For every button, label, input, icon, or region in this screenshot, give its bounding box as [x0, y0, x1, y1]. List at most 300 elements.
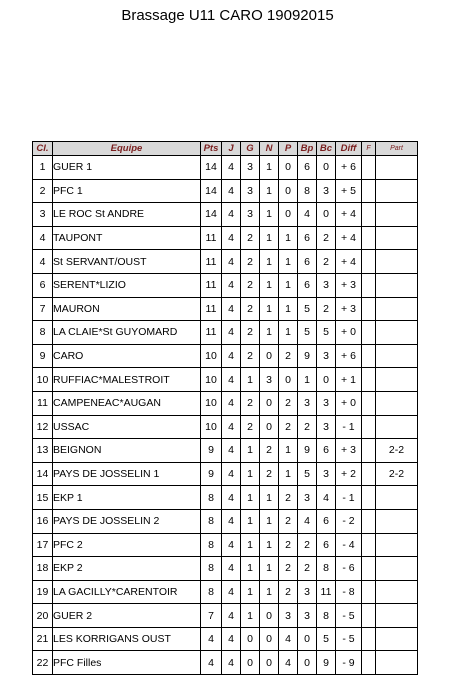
tiebreak-cell	[376, 321, 418, 345]
lost-cell: 2	[279, 509, 298, 533]
forfeit-cell	[362, 273, 376, 297]
lost-cell: 4	[279, 651, 298, 675]
team-cell: BEIGNON	[53, 439, 201, 463]
points-cell: 8	[201, 580, 222, 604]
table-row	[33, 391, 418, 415]
played-cell: 4	[222, 203, 241, 227]
team-cell: LA GACILLY*CARENTOIR	[53, 580, 201, 604]
won-cell: 1	[241, 439, 260, 463]
forfeit-cell	[362, 580, 376, 604]
played-cell: 4	[222, 250, 241, 274]
rank-cell: 8	[33, 321, 53, 345]
rank-cell: 11	[33, 391, 53, 415]
rank-cell: 3	[33, 203, 53, 227]
rank-cell: 2	[33, 179, 53, 203]
header-p: P	[279, 142, 298, 156]
rank-cell: 13	[33, 439, 53, 463]
team-cell: TAUPONT	[53, 226, 201, 250]
goals-against-cell: 9	[317, 651, 336, 675]
won-cell: 2	[241, 297, 260, 321]
goals-against-cell: 8	[317, 557, 336, 581]
team-cell: CAMPENEAC*AUGAN	[53, 391, 201, 415]
team-cell: GUER 2	[53, 604, 201, 628]
table-row	[33, 179, 418, 203]
played-cell: 4	[222, 439, 241, 463]
goals-against-cell: 5	[317, 627, 336, 651]
table-row	[33, 439, 418, 463]
table-row	[33, 486, 418, 510]
forfeit-cell	[362, 509, 376, 533]
lost-cell: 1	[279, 297, 298, 321]
rank-cell: 15	[33, 486, 53, 510]
goal-diff-cell: - 5	[336, 604, 362, 628]
won-cell: 3	[241, 203, 260, 227]
goals-against-cell: 5	[317, 321, 336, 345]
points-cell: 8	[201, 509, 222, 533]
played-cell: 4	[222, 462, 241, 486]
goal-diff-cell: + 3	[336, 273, 362, 297]
team-cell: GUER 1	[53, 156, 201, 180]
header-f: F	[362, 142, 376, 156]
played-cell: 4	[222, 557, 241, 581]
drawn-cell: 0	[260, 391, 279, 415]
tiebreak-cell	[376, 557, 418, 581]
goals-for-cell: 6	[298, 226, 317, 250]
played-cell: 4	[222, 156, 241, 180]
played-cell: 4	[222, 226, 241, 250]
team-cell: LES KORRIGANS OUST	[53, 627, 201, 651]
goal-diff-cell: + 3	[336, 439, 362, 463]
points-cell: 11	[201, 226, 222, 250]
drawn-cell: 1	[260, 179, 279, 203]
goals-for-cell: 3	[298, 604, 317, 628]
drawn-cell: 1	[260, 557, 279, 581]
forfeit-cell	[362, 226, 376, 250]
team-cell: LA CLAIE*St GUYOMARD	[53, 321, 201, 345]
points-cell: 11	[201, 297, 222, 321]
drawn-cell: 0	[260, 627, 279, 651]
points-cell: 14	[201, 179, 222, 203]
table-row	[33, 651, 418, 675]
goals-for-cell: 4	[298, 203, 317, 227]
tiebreak-cell	[376, 533, 418, 557]
goals-for-cell: 0	[298, 627, 317, 651]
goal-diff-cell: + 3	[336, 297, 362, 321]
goal-diff-cell: + 6	[336, 344, 362, 368]
drawn-cell: 3	[260, 368, 279, 392]
goal-diff-cell: + 4	[336, 250, 362, 274]
played-cell: 4	[222, 179, 241, 203]
rank-cell: 10	[33, 368, 53, 392]
forfeit-cell	[362, 368, 376, 392]
won-cell: 0	[241, 651, 260, 675]
played-cell: 4	[222, 415, 241, 439]
lost-cell: 0	[279, 156, 298, 180]
drawn-cell: 1	[260, 580, 279, 604]
table-row	[33, 557, 418, 581]
goal-diff-cell: + 6	[336, 156, 362, 180]
goals-for-cell: 6	[298, 156, 317, 180]
tiebreak-cell	[376, 580, 418, 604]
header-equipe: Equipe	[53, 142, 201, 156]
tiebreak-cell	[376, 651, 418, 675]
table-row	[33, 509, 418, 533]
forfeit-cell	[362, 651, 376, 675]
team-cell: EKP 1	[53, 486, 201, 510]
forfeit-cell	[362, 439, 376, 463]
tiebreak-cell	[376, 627, 418, 651]
goals-against-cell: 6	[317, 439, 336, 463]
forfeit-cell	[362, 415, 376, 439]
played-cell: 4	[222, 368, 241, 392]
goals-for-cell: 9	[298, 439, 317, 463]
rank-cell: 7	[33, 297, 53, 321]
played-cell: 4	[222, 604, 241, 628]
points-cell: 10	[201, 368, 222, 392]
goals-against-cell: 3	[317, 273, 336, 297]
goals-against-cell: 2	[317, 226, 336, 250]
goals-against-cell: 6	[317, 533, 336, 557]
forfeit-cell	[362, 604, 376, 628]
goals-against-cell: 3	[317, 179, 336, 203]
won-cell: 1	[241, 604, 260, 628]
table-row	[33, 203, 418, 227]
drawn-cell: 0	[260, 415, 279, 439]
table-row	[33, 462, 418, 486]
goals-against-cell: 3	[317, 462, 336, 486]
points-cell: 11	[201, 273, 222, 297]
lost-cell: 2	[279, 580, 298, 604]
table-row	[33, 533, 418, 557]
goals-for-cell: 3	[298, 486, 317, 510]
goals-for-cell: 8	[298, 179, 317, 203]
lost-cell: 2	[279, 344, 298, 368]
played-cell: 4	[222, 321, 241, 345]
tiebreak-cell	[376, 604, 418, 628]
points-cell: 14	[201, 156, 222, 180]
tiebreak-cell: 2-2	[376, 439, 418, 463]
rank-cell: 12	[33, 415, 53, 439]
drawn-cell: 1	[260, 509, 279, 533]
forfeit-cell	[362, 156, 376, 180]
won-cell: 2	[241, 226, 260, 250]
rank-cell: 1	[33, 156, 53, 180]
rank-cell: 21	[33, 627, 53, 651]
table-row	[33, 156, 418, 180]
goals-for-cell: 0	[298, 651, 317, 675]
goals-against-cell: 4	[317, 486, 336, 510]
header-n: N	[260, 142, 279, 156]
drawn-cell: 1	[260, 203, 279, 227]
points-cell: 11	[201, 321, 222, 345]
table-row	[33, 604, 418, 628]
won-cell: 3	[241, 156, 260, 180]
points-cell: 8	[201, 533, 222, 557]
goal-diff-cell: + 4	[336, 203, 362, 227]
rank-cell: 19	[33, 580, 53, 604]
forfeit-cell	[362, 391, 376, 415]
goal-diff-cell: - 6	[336, 557, 362, 581]
goal-diff-cell: + 0	[336, 391, 362, 415]
forfeit-cell	[362, 344, 376, 368]
forfeit-cell	[362, 250, 376, 274]
tiebreak-cell	[376, 486, 418, 510]
goals-for-cell: 1	[298, 368, 317, 392]
played-cell: 4	[222, 297, 241, 321]
points-cell: 11	[201, 250, 222, 274]
won-cell: 2	[241, 391, 260, 415]
goal-diff-cell: - 8	[336, 580, 362, 604]
standings-table	[32, 141, 418, 675]
tiebreak-cell: 2-2	[376, 462, 418, 486]
points-cell: 10	[201, 391, 222, 415]
points-cell: 10	[201, 344, 222, 368]
team-cell: USSAC	[53, 415, 201, 439]
won-cell: 1	[241, 509, 260, 533]
lost-cell: 0	[279, 368, 298, 392]
team-cell: CARO	[53, 344, 201, 368]
goals-for-cell: 5	[298, 462, 317, 486]
won-cell: 1	[241, 368, 260, 392]
team-cell: PFC Filles	[53, 651, 201, 675]
drawn-cell: 0	[260, 651, 279, 675]
forfeit-cell	[362, 462, 376, 486]
team-cell: PAYS DE JOSSELIN 2	[53, 509, 201, 533]
rank-cell: 4	[33, 250, 53, 274]
lost-cell: 1	[279, 226, 298, 250]
lost-cell: 2	[279, 486, 298, 510]
won-cell: 2	[241, 415, 260, 439]
table-row	[33, 344, 418, 368]
tiebreak-cell	[376, 297, 418, 321]
points-cell: 9	[201, 462, 222, 486]
won-cell: 1	[241, 580, 260, 604]
rank-cell: 16	[33, 509, 53, 533]
table-row	[33, 321, 418, 345]
lost-cell: 1	[279, 321, 298, 345]
drawn-cell: 1	[260, 226, 279, 250]
team-cell: St SERVANT/OUST	[53, 250, 201, 274]
drawn-cell: 1	[260, 273, 279, 297]
forfeit-cell	[362, 486, 376, 510]
drawn-cell: 1	[260, 297, 279, 321]
lost-cell: 0	[279, 203, 298, 227]
goals-for-cell: 2	[298, 533, 317, 557]
goals-for-cell: 6	[298, 250, 317, 274]
drawn-cell: 1	[260, 486, 279, 510]
won-cell: 1	[241, 462, 260, 486]
goals-for-cell: 6	[298, 273, 317, 297]
goal-diff-cell: - 5	[336, 627, 362, 651]
rank-cell: 20	[33, 604, 53, 628]
table-row	[33, 226, 418, 250]
table-row	[33, 273, 418, 297]
goals-against-cell: 8	[317, 604, 336, 628]
header-bc: Bc	[317, 142, 336, 156]
won-cell: 1	[241, 486, 260, 510]
lost-cell: 1	[279, 250, 298, 274]
goals-for-cell: 9	[298, 344, 317, 368]
forfeit-cell	[362, 627, 376, 651]
goal-diff-cell: - 9	[336, 651, 362, 675]
rank-cell: 18	[33, 557, 53, 581]
goals-against-cell: 3	[317, 391, 336, 415]
lost-cell: 2	[279, 415, 298, 439]
table-header-row	[33, 142, 418, 156]
played-cell: 4	[222, 391, 241, 415]
forfeit-cell	[362, 297, 376, 321]
goals-for-cell: 5	[298, 321, 317, 345]
points-cell: 9	[201, 439, 222, 463]
won-cell: 1	[241, 533, 260, 557]
won-cell: 3	[241, 179, 260, 203]
tiebreak-cell	[376, 226, 418, 250]
played-cell: 4	[222, 580, 241, 604]
lost-cell: 3	[279, 604, 298, 628]
table-row	[33, 250, 418, 274]
goal-diff-cell: - 1	[336, 415, 362, 439]
team-cell: PFC 1	[53, 179, 201, 203]
header-part: Part	[376, 142, 418, 156]
won-cell: 2	[241, 344, 260, 368]
drawn-cell: 0	[260, 344, 279, 368]
points-cell: 8	[201, 486, 222, 510]
team-cell: RUFFIAC*MALESTROIT	[53, 368, 201, 392]
played-cell: 4	[222, 486, 241, 510]
goals-against-cell: 0	[317, 368, 336, 392]
goals-for-cell: 3	[298, 580, 317, 604]
goal-diff-cell: - 1	[336, 486, 362, 510]
drawn-cell: 0	[260, 604, 279, 628]
played-cell: 4	[222, 533, 241, 557]
drawn-cell: 2	[260, 439, 279, 463]
header-bp: Bp	[298, 142, 317, 156]
played-cell: 4	[222, 651, 241, 675]
goal-diff-cell: + 4	[336, 226, 362, 250]
team-cell: SERENT*LIZIO	[53, 273, 201, 297]
table-row	[33, 415, 418, 439]
header-cl: Cl.	[33, 142, 53, 156]
played-cell: 4	[222, 273, 241, 297]
drawn-cell: 1	[260, 321, 279, 345]
goals-for-cell: 2	[298, 415, 317, 439]
team-cell: EKP 2	[53, 557, 201, 581]
goals-against-cell: 2	[317, 250, 336, 274]
points-cell: 8	[201, 557, 222, 581]
goal-diff-cell: + 2	[336, 462, 362, 486]
tiebreak-cell	[376, 156, 418, 180]
tiebreak-cell	[376, 391, 418, 415]
goal-diff-cell: + 0	[336, 321, 362, 345]
tiebreak-cell	[376, 415, 418, 439]
drawn-cell: 1	[260, 533, 279, 557]
header-g: G	[241, 142, 260, 156]
goals-for-cell: 4	[298, 509, 317, 533]
header-diff: Diff	[336, 142, 362, 156]
won-cell: 2	[241, 250, 260, 274]
header-j: J	[222, 142, 241, 156]
rank-cell: 6	[33, 273, 53, 297]
tiebreak-cell	[376, 273, 418, 297]
forfeit-cell	[362, 321, 376, 345]
won-cell: 0	[241, 627, 260, 651]
lost-cell: 2	[279, 557, 298, 581]
goals-against-cell: 3	[317, 344, 336, 368]
drawn-cell: 1	[260, 250, 279, 274]
goals-against-cell: 6	[317, 509, 336, 533]
goal-diff-cell: + 1	[336, 368, 362, 392]
points-cell: 14	[201, 203, 222, 227]
forfeit-cell	[362, 179, 376, 203]
goals-against-cell: 0	[317, 203, 336, 227]
lost-cell: 2	[279, 533, 298, 557]
drawn-cell: 1	[260, 156, 279, 180]
team-cell: PFC 2	[53, 533, 201, 557]
page-title: Brassage U11 CARO 19092015	[121, 7, 334, 24]
played-cell: 4	[222, 627, 241, 651]
rank-cell: 22	[33, 651, 53, 675]
points-cell: 4	[201, 627, 222, 651]
lost-cell: 1	[279, 439, 298, 463]
lost-cell: 0	[279, 179, 298, 203]
tiebreak-cell	[376, 203, 418, 227]
table-row	[33, 297, 418, 321]
tiebreak-cell	[376, 250, 418, 274]
table-row	[33, 580, 418, 604]
drawn-cell: 2	[260, 462, 279, 486]
played-cell: 4	[222, 509, 241, 533]
goals-against-cell: 2	[317, 297, 336, 321]
played-cell: 4	[222, 344, 241, 368]
tiebreak-cell	[376, 179, 418, 203]
header-pts: Pts	[201, 142, 222, 156]
lost-cell: 2	[279, 391, 298, 415]
points-cell: 10	[201, 415, 222, 439]
team-cell: PAYS DE JOSSELIN 1	[53, 462, 201, 486]
lost-cell: 1	[279, 273, 298, 297]
goal-diff-cell: - 2	[336, 509, 362, 533]
tiebreak-cell	[376, 368, 418, 392]
won-cell: 2	[241, 321, 260, 345]
forfeit-cell	[362, 557, 376, 581]
won-cell: 1	[241, 557, 260, 581]
goals-for-cell: 2	[298, 557, 317, 581]
goals-against-cell: 3	[317, 415, 336, 439]
team-cell: MAURON	[53, 297, 201, 321]
rank-cell: 14	[33, 462, 53, 486]
goals-for-cell: 5	[298, 297, 317, 321]
lost-cell: 1	[279, 462, 298, 486]
won-cell: 2	[241, 273, 260, 297]
rank-cell: 4	[33, 226, 53, 250]
rank-cell: 17	[33, 533, 53, 557]
team-cell: LE ROC St ANDRE	[53, 203, 201, 227]
forfeit-cell	[362, 203, 376, 227]
goal-diff-cell: - 4	[336, 533, 362, 557]
goals-for-cell: 3	[298, 391, 317, 415]
forfeit-cell	[362, 533, 376, 557]
points-cell: 7	[201, 604, 222, 628]
tiebreak-cell	[376, 344, 418, 368]
tiebreak-cell	[376, 509, 418, 533]
table-row	[33, 627, 418, 651]
goals-against-cell: 11	[317, 580, 336, 604]
goals-against-cell: 0	[317, 156, 336, 180]
goal-diff-cell: + 5	[336, 179, 362, 203]
rank-cell: 9	[33, 344, 53, 368]
table-row	[33, 368, 418, 392]
lost-cell: 4	[279, 627, 298, 651]
